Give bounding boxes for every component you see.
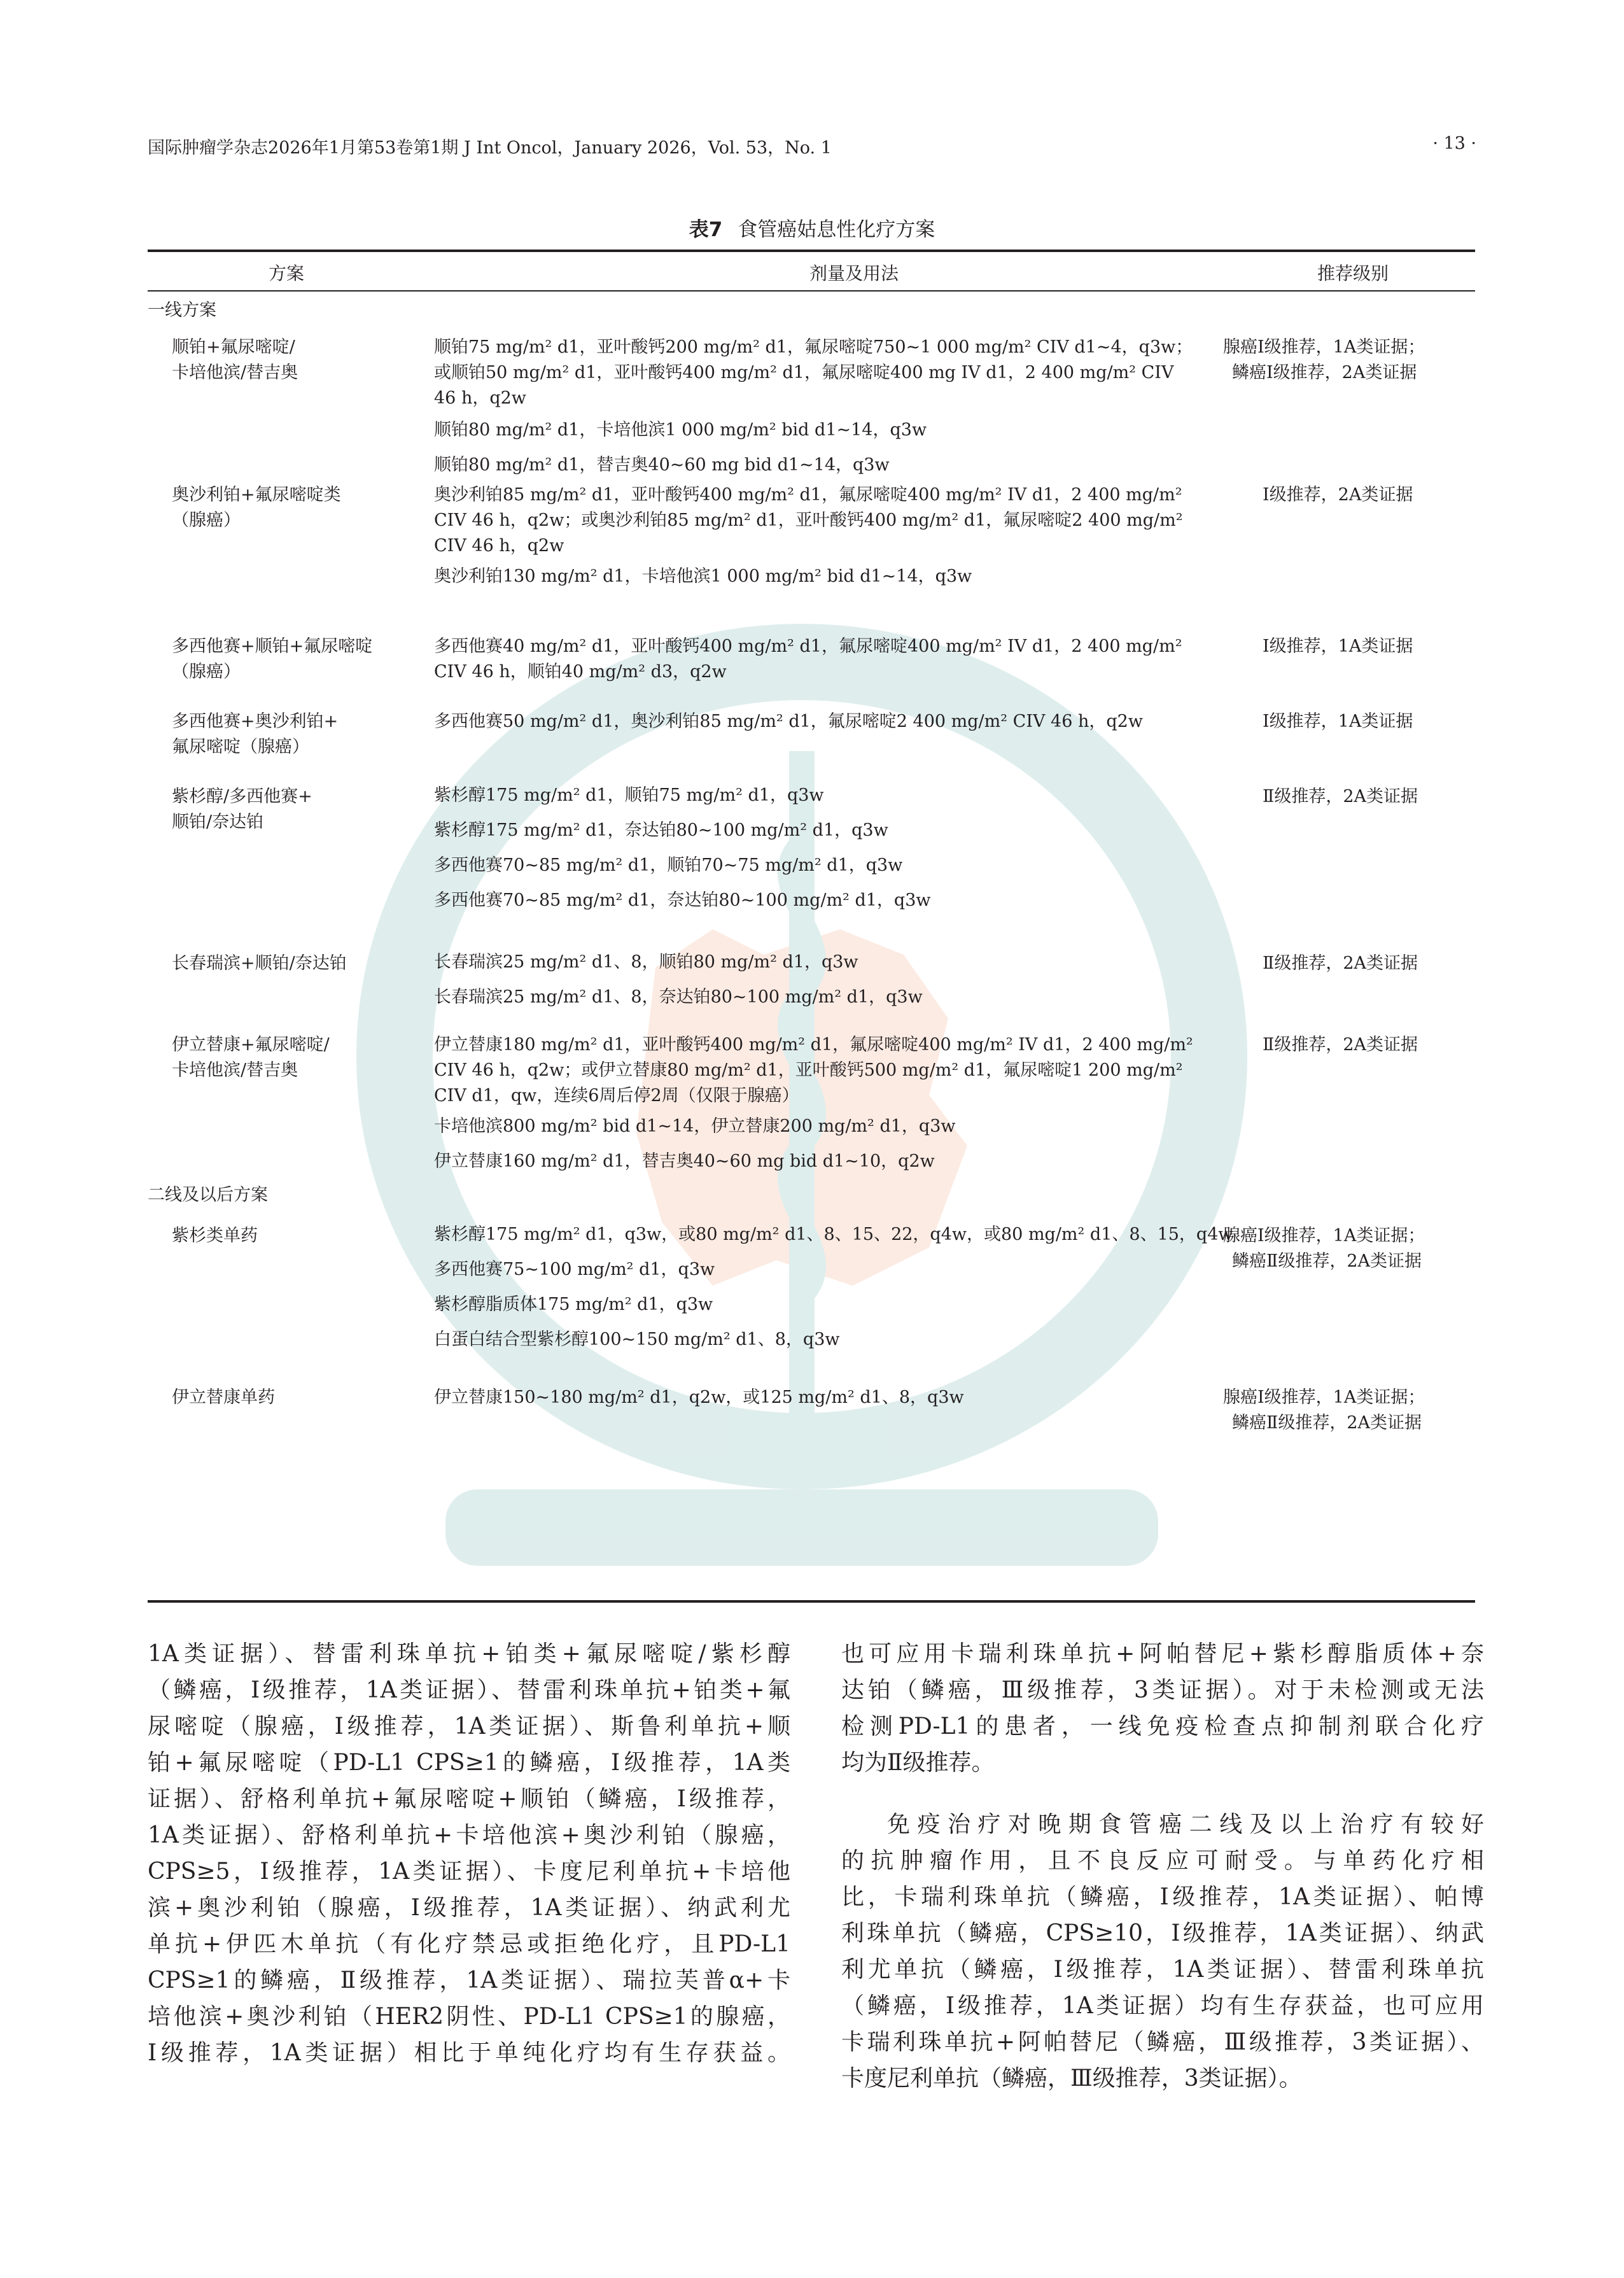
text-line: 单抗+伊匹木单抗（有化疗禁忌或拒绝化疗，且PD-L1	[148, 1931, 790, 1957]
text-line: CPS≥5，Ⅰ级推荐，1A类证据）、卡度尼利单抗+卡培他	[148, 1859, 790, 1885]
table-row-grade: 腺癌Ⅰ级推荐，1A类证据； 鳞癌Ⅱ级推荐，2A类证据	[1223, 1388, 1425, 1433]
column-header-grade: 推荐级别	[1317, 263, 1389, 284]
text-line: 免疫治疗对晚期食管癌二线及以上治疗有较好	[887, 1811, 1484, 1838]
text-line: 利尤单抗（鳞癌，Ⅰ级推荐，1A类证据）、替雷利珠单抗	[841, 1957, 1484, 1983]
table-row-dose: 伊立替康180 mg/m² d1，亚叶酸钙400 mg/m² d1，氟尿嘧啶400 mg/m² IV d1，2 400 mg/m² CIV 46 h，q2w；或伊立替康80 mg/m² d1，亚叶酸钙500 mg/m² d1，氟尿嘧啶1 200 mg/m² CIV d1，qw，连续6周后停2周（仅限于腺癌）	[434, 1035, 1193, 1106]
table-header-row	[148, 252, 1475, 290]
table-caption	[0, 213, 1624, 242]
table-row-regimen: 顺铂+氟尿嘧啶/ 卡培他滨/替吉奥	[172, 337, 298, 383]
text-line: 也可应用卡瑞利珠单抗+阿帕替尼+紫杉醇脂质体+奈	[841, 1641, 1484, 1667]
text-line: 利珠单抗（鳞癌，CPS≥10，Ⅰ级推荐，1A类证据）、纳武	[841, 1920, 1484, 1946]
body-column-right	[841, 1636, 1484, 2097]
table-row-grade: Ⅱ级推荐，2A类证据	[1263, 1035, 1418, 1055]
table-row-regimen: 多西他赛+顺铂+氟尿嘧啶 （腺癌）	[172, 636, 373, 682]
table-body	[148, 292, 1475, 1600]
table-row-grade: Ⅰ级推荐，2A类证据	[1263, 485, 1413, 505]
table-row-regimen: 紫杉类单药	[172, 1226, 258, 1246]
table-row-grade: 腺癌Ⅰ级推荐，1A类证据； 鳞癌Ⅱ级推荐，2A类证据	[1223, 1226, 1425, 1271]
table-row-dose: 顺铂75 mg/m² d1，亚叶酸钙200 mg/m² d1，氟尿嘧啶750~1 000 mg/m² CIV d1~4，q3w； 或顺铂50 mg/m² d1，亚叶酸钙400 mg/m² d1，氟尿嘧啶400 mg IV d1，2 400 mg/m² CIV 46 h，q2w	[434, 337, 1193, 408]
table-row-dose: 紫杉醇175 mg/m² d1，顺铂75 mg/m² d1，q3w 紫杉醇175 mg/m² d1，奈达铂80~100 mg/m² d1，q3w 多西他赛70~85 mg/m² d1，顺铂70~75 mg/m² d1，q3w 多西他赛70~85 mg/m² d1，奈达铂80~100 mg/m² d1，q3w	[434, 785, 931, 910]
text-line: 比，卡瑞利珠单抗（鳞癌，Ⅰ级推荐，1A类证据）、帕博	[841, 1884, 1484, 1910]
text-line: 尿嘧啶（腺癌，Ⅰ级推荐，1A类证据）、斯鲁利单抗+顺	[148, 1713, 790, 1740]
text-line: 铂+氟尿嘧啶（PD-L1 CPS≥1的鳞癌，Ⅰ级推荐，1A类	[148, 1750, 790, 1776]
table-row-grade: Ⅱ级推荐，2A类证据	[1263, 953, 1418, 973]
table-row-dose-extra: 顺铂80 mg/m² d1，卡培他滨1 000 mg/m² bid d1~14，q3w 顺铂80 mg/m² d1，替吉奥40~60 mg bid d1~14，q3w	[434, 420, 927, 475]
section-label-first-line: 一线方案	[148, 300, 216, 320]
text-line: 培他滨+奥沙利铂（HER2阴性、PD-L1 CPS≥1的腺癌，	[148, 2004, 790, 2030]
text-line: 的抗肿瘤作用，且不良反应可耐受。与单药化疗相	[841, 1848, 1484, 1874]
text-line: 达铂（鳞癌，Ⅲ级推荐，3类证据）。对于未检测或无法	[841, 1677, 1484, 1703]
text-line: （鳞癌，Ⅰ级推荐，1A类证据）均有生存获益，也可应用	[841, 1993, 1484, 2019]
column-header-regimen: 方案	[269, 263, 305, 284]
table-title: 食管癌姑息性化疗方案	[738, 218, 935, 241]
text-line: CPS≥1的鳞癌，Ⅱ级推荐，1A类证据）、瑞拉芙普α+卡	[148, 1967, 790, 1993]
regimen-table	[148, 250, 1475, 1603]
text-line: Ⅰ级推荐，1A类证据）相比于单纯化疗均有生存获益。	[148, 2040, 790, 2066]
table-row-dose-extra: 卡培他滨800 mg/m² bid d1~14，伊立替康200 mg/m² d1，q3w 伊立替康160 mg/m² d1，替吉奥40~60 mg bid d1~10，q2w	[434, 1116, 956, 1171]
table-row-grade: Ⅰ级推荐，1A类证据	[1263, 712, 1413, 731]
text-line: 检测PD-L1的患者，一线免疫检查点抑制剂联合化疗	[841, 1713, 1484, 1740]
table-row-dose: 多西他赛50 mg/m² d1，奥沙利铂85 mg/m² d1，氟尿嘧啶2 400 mg/m² CIV 46 h，q2w	[434, 712, 1143, 731]
table-row-regimen: 紫杉醇/多西他赛+ 顺铂/奈达铂	[172, 787, 312, 832]
table-row-dose: 伊立替康150~180 mg/m² d1，q2w，或125 mg/m² d1、8，q3w	[434, 1388, 964, 1407]
page-number: · 13 ·	[1432, 134, 1476, 153]
table-row-regimen: 多西他赛+奥沙利铂+ 氟尿嘧啶（腺癌）	[172, 712, 339, 757]
text-line: 卡度尼利单抗（鳞癌，Ⅲ级推荐，3类证据）。	[841, 2065, 1302, 2092]
column-header-dose: 剂量及用法	[809, 263, 899, 284]
running-header	[148, 134, 1476, 165]
table-row-regimen: 伊立替康+氟尿嘧啶/ 卡培他滨/替吉奥	[172, 1035, 330, 1080]
table-row-grade: Ⅰ级推荐，1A类证据	[1263, 636, 1413, 656]
table-bottom-rule	[148, 1600, 1475, 1603]
table-row-regimen: 伊立替康单药	[172, 1388, 275, 1407]
text-line: 卡瑞利珠单抗+阿帕替尼（鳞癌，Ⅲ级推荐，3类证据）、	[841, 2029, 1484, 2055]
section-label-second-line: 二线及以后方案	[148, 1185, 268, 1205]
table-row-dose: 多西他赛40 mg/m² d1，亚叶酸钙400 mg/m² d1，氟尿嘧啶400 mg/m² IV d1，2 400 mg/m² CIV 46 h，顺铂40 mg/m² d3，q2w	[434, 636, 1182, 682]
table-label: 表7	[689, 218, 723, 241]
table-row-grade: Ⅱ级推荐，2A类证据	[1263, 787, 1418, 806]
table-row-grade: 腺癌Ⅰ级推荐，1A类证据； 鳞癌Ⅰ级推荐，2A类证据	[1223, 337, 1425, 383]
text-line: 1A类证据）、替雷利珠单抗+铂类+氟尿嘧啶/紫杉醇	[148, 1641, 790, 1667]
text-line: 滨+奥沙利铂（腺癌，Ⅰ级推荐，1A类证据）、纳武利尤	[148, 1895, 790, 1921]
text-line: （鳞癌，Ⅰ级推荐，1A类证据）、替雷利珠单抗+铂类+氟	[148, 1677, 790, 1703]
text-line: 证据）、舒格利单抗+氟尿嘧啶+顺铂（鳞癌，Ⅰ级推荐，	[148, 1786, 790, 1812]
text-line: 1A类证据）、舒格利单抗+卡培他滨+奥沙利铂（腺癌，	[148, 1822, 790, 1848]
table-row-dose-extra: 奥沙利铂130 mg/m² d1，卡培他滨1 000 mg/m² bid d1~14，q3w	[434, 566, 972, 586]
table-row-dose: 长春瑞滨25 mg/m² d1、8，顺铂80 mg/m² d1，q3w 长春瑞滨25 mg/m² d1、8，奈达铂80~100 mg/m² d1，q3w	[434, 952, 923, 1007]
table-row-dose: 奥沙利铂85 mg/m² d1，亚叶酸钙400 mg/m² d1，氟尿嘧啶400 mg/m² IV d1，2 400 mg/m² CIV 46 h，q2w；或奥沙利铂85 mg/m² d1，亚叶酸钙400 mg/m² d1，氟尿嘧啶2 400 mg/m² CIV 46 h，q2w	[434, 485, 1183, 556]
table-row-dose: 紫杉醇175 mg/m² d1，q3w，或80 mg/m² d1、8、15、22，q4w，或80 mg/m² d1、8、15，q4w 多西他赛75~100 mg/m² d1，q3w 紫杉醇脂质体175 mg/m² d1，q3w 白蛋白结合型紫杉醇100~150 mg/m² d1、8，q3w	[434, 1225, 1233, 1349]
table-row-regimen: 奥沙利铂+氟尿嘧啶类 （腺癌）	[172, 485, 341, 530]
body-column-left	[148, 1636, 790, 2071]
text-line: 均为Ⅱ级推荐。	[841, 1750, 995, 1776]
table-row-regimen: 长春瑞滨+顺铂/奈达铂	[172, 953, 347, 973]
journal-citation: 国际肿瘤学杂志2026年1月第53卷第1期 J Int Oncol，January 2026，Vol. 53，No. 1	[148, 138, 832, 158]
